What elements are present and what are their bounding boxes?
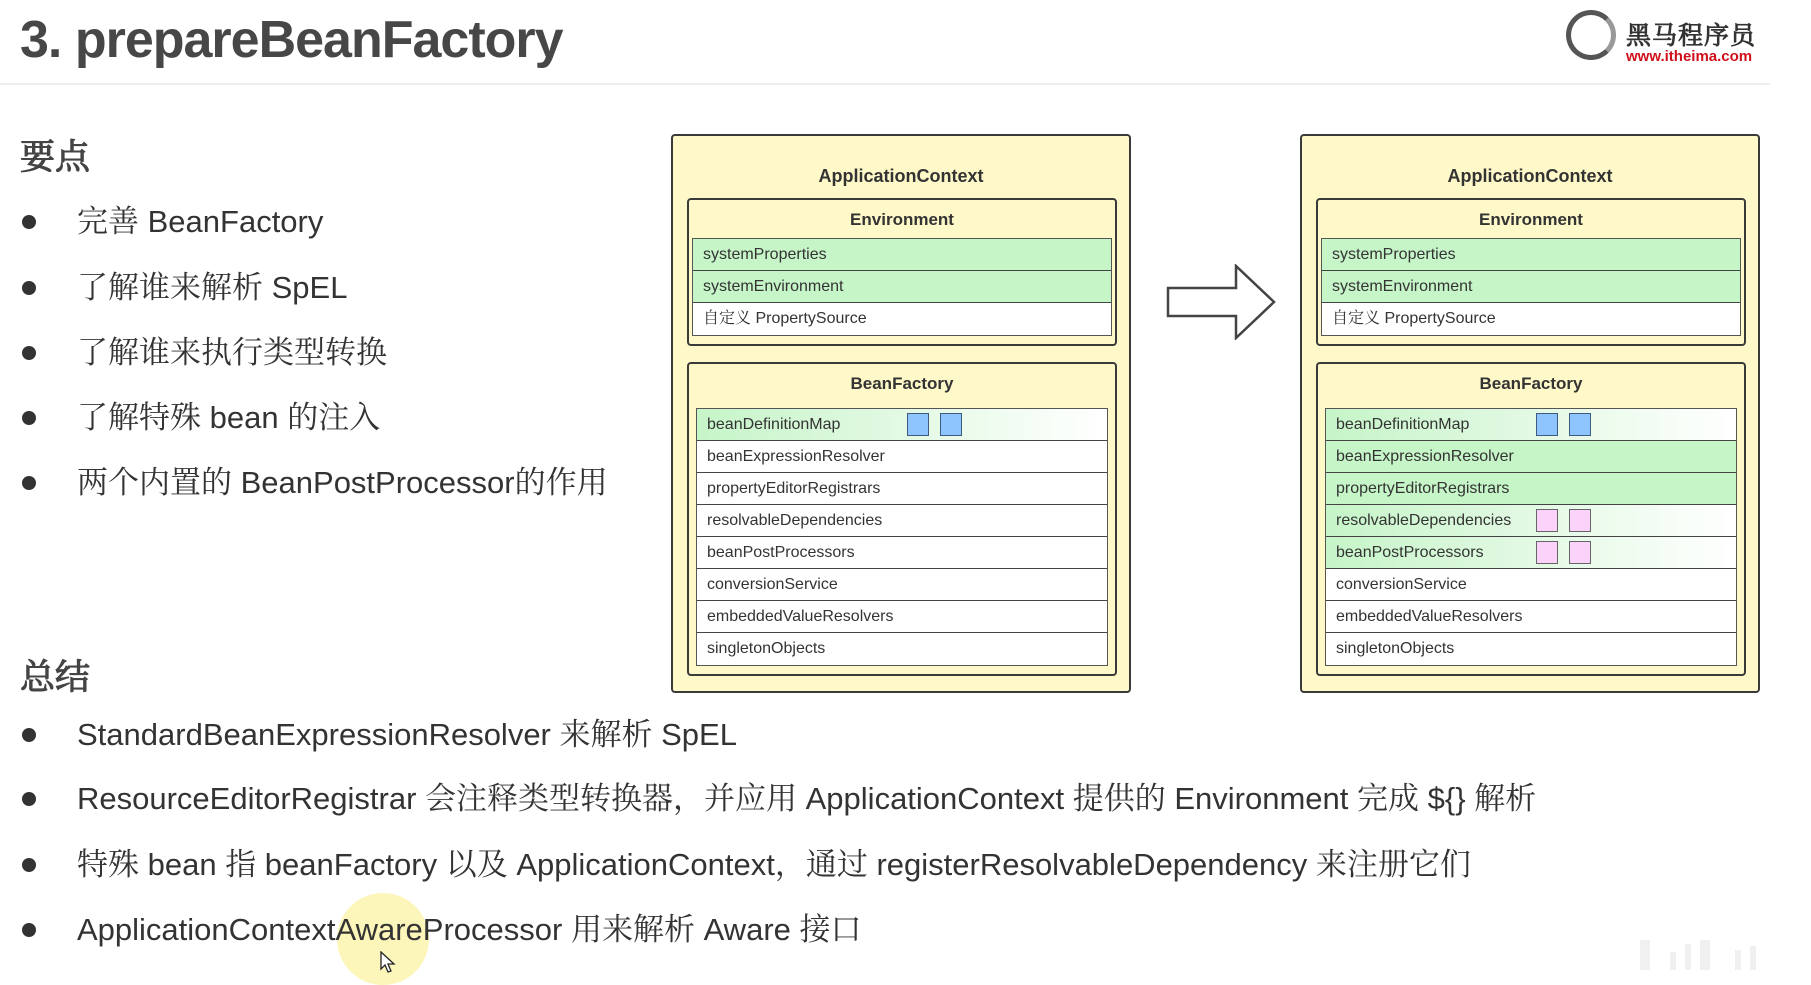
- key-points-heading: 要点: [20, 138, 91, 177]
- bean-factory-row: [697, 601, 1107, 633]
- right-arrow-icon: [1166, 264, 1278, 345]
- row-label: resolvableDependencies: [707, 512, 883, 529]
- application-context-title: ApplicationContext: [818, 166, 984, 186]
- bean-factory-row: [697, 537, 1107, 569]
- bean-factory-rows: [1325, 408, 1737, 666]
- bullet-dot-icon: [22, 923, 36, 937]
- diagram-after: [1300, 134, 1760, 693]
- bean-factory-row: [1326, 505, 1736, 537]
- row-label: beanExpressionResolver: [1336, 448, 1514, 465]
- property-source-row: systemProperties: [1322, 239, 1740, 271]
- row-label: singletonObjects: [1336, 640, 1455, 657]
- bean-factory-row: [697, 569, 1107, 601]
- blue-square-icon: [1569, 413, 1591, 436]
- logo-text: 黑马程序员: [1626, 22, 1757, 50]
- bean-factory-row: [1326, 473, 1736, 505]
- bullet-dot-icon: [22, 858, 36, 872]
- bean-factory-row: [1326, 441, 1736, 473]
- blue-square-icon: [940, 413, 962, 436]
- environment-title: Environment: [1479, 210, 1583, 229]
- bean-factory-row: [1326, 569, 1736, 601]
- row-label: propertyEditorRegistrars: [1336, 480, 1510, 497]
- page-title: 3. prepareBeanFactory: [20, 11, 563, 69]
- bean-factory-row: [697, 473, 1107, 505]
- row-label: embeddedValueResolvers: [1336, 608, 1523, 625]
- row-label: resolvableDependencies: [1336, 512, 1512, 529]
- bean-factory-box: [1316, 362, 1746, 676]
- property-source-row: systemEnvironment: [693, 271, 1111, 303]
- row-label: beanPostProcessors: [1336, 544, 1484, 561]
- row-label: beanPostProcessors: [707, 544, 855, 561]
- pink-square-icon: [1569, 509, 1591, 532]
- row-label: propertyEditorRegistrars: [707, 480, 881, 497]
- bean-factory-row: [1326, 633, 1736, 665]
- bean-factory-box: [687, 362, 1117, 676]
- bean-factory-row: [1326, 601, 1736, 633]
- header-divider: [0, 83, 1770, 85]
- mouse-cursor-icon: [380, 951, 398, 978]
- bullet-dot-icon: [22, 346, 36, 360]
- diagram-before: [671, 134, 1131, 693]
- bullet-text: StandardBeanExpressionResolver 来解析 SpEL: [77, 717, 737, 752]
- bullet-text: 两个内置的 BeanPostProcessor的作用: [77, 465, 608, 500]
- bean-factory-row: [697, 441, 1107, 473]
- bean-factory-row: [1326, 409, 1736, 441]
- property-source-row: systemEnvironment: [1322, 271, 1740, 303]
- row-label: conversionService: [1336, 576, 1467, 593]
- bean-factory-title: BeanFactory: [850, 374, 954, 393]
- bullet-dot-icon: [22, 215, 36, 229]
- bullet-text: 了解谁来执行类型转换: [77, 335, 387, 370]
- bean-factory-row: [697, 505, 1107, 537]
- row-label: singletonObjects: [707, 640, 826, 657]
- bullet-dot-icon: [22, 792, 36, 806]
- row-label: conversionService: [707, 576, 838, 593]
- bullet-dot-icon: [22, 476, 36, 490]
- environment-title: Environment: [850, 210, 954, 229]
- bullet-text: 了解特殊 bean 的注入: [77, 400, 381, 435]
- property-source-row: systemProperties: [693, 239, 1111, 271]
- bullet-text: ApplicationContextAwareProcessor 用来解析 Aware 接口: [77, 912, 862, 947]
- pink-square-icon: [1569, 541, 1591, 564]
- environment-box: [687, 198, 1117, 346]
- watermark-icon: [1640, 940, 1770, 975]
- environment-box: [1316, 198, 1746, 346]
- bullet-text: 了解谁来解析 SpEL: [77, 270, 348, 305]
- bullet-text: 特殊 bean 指 beanFactory 以及 ApplicationContext，通过 registerResolvableDependency 来注册它们: [77, 847, 1471, 882]
- bullet-text: 完善 BeanFactory: [77, 204, 324, 239]
- property-source-row: 自定义 PropertySource: [1332, 310, 1496, 327]
- bullet-text: ResourceEditorRegistrar 会注释类型转换器，并应用 ApplicationContext 提供的 Environment 完成 ${} 解析: [77, 781, 1537, 816]
- bullet-dot-icon: [22, 411, 36, 425]
- bean-factory-row: [697, 409, 1107, 441]
- bean-factory-rows: [696, 408, 1108, 666]
- pink-square-icon: [1536, 509, 1558, 532]
- pink-square-icon: [1536, 541, 1558, 564]
- environment-rows: [1321, 238, 1741, 336]
- row-label: beanDefinitionMap: [707, 416, 841, 433]
- environment-rows: [692, 238, 1112, 336]
- horse-logo-icon: [1566, 10, 1616, 60]
- row-label: beanDefinitionMap: [1336, 416, 1470, 433]
- row-label: beanExpressionResolver: [707, 448, 885, 465]
- bean-factory-title: BeanFactory: [1479, 374, 1583, 393]
- bean-factory-row: [1326, 537, 1736, 569]
- row-label: embeddedValueResolvers: [707, 608, 894, 625]
- logo-url: www.itheima.com: [1626, 48, 1753, 65]
- summary-heading: 总结: [20, 658, 91, 697]
- bullet-dot-icon: [22, 281, 36, 295]
- bean-factory-row: [697, 633, 1107, 665]
- bullet-dot-icon: [22, 728, 36, 742]
- blue-square-icon: [1536, 413, 1558, 436]
- blue-square-icon: [907, 413, 929, 436]
- itheima-logo: [1566, 8, 1766, 70]
- property-source-row: 自定义 PropertySource: [703, 310, 867, 327]
- application-context-title: ApplicationContext: [1447, 166, 1613, 186]
